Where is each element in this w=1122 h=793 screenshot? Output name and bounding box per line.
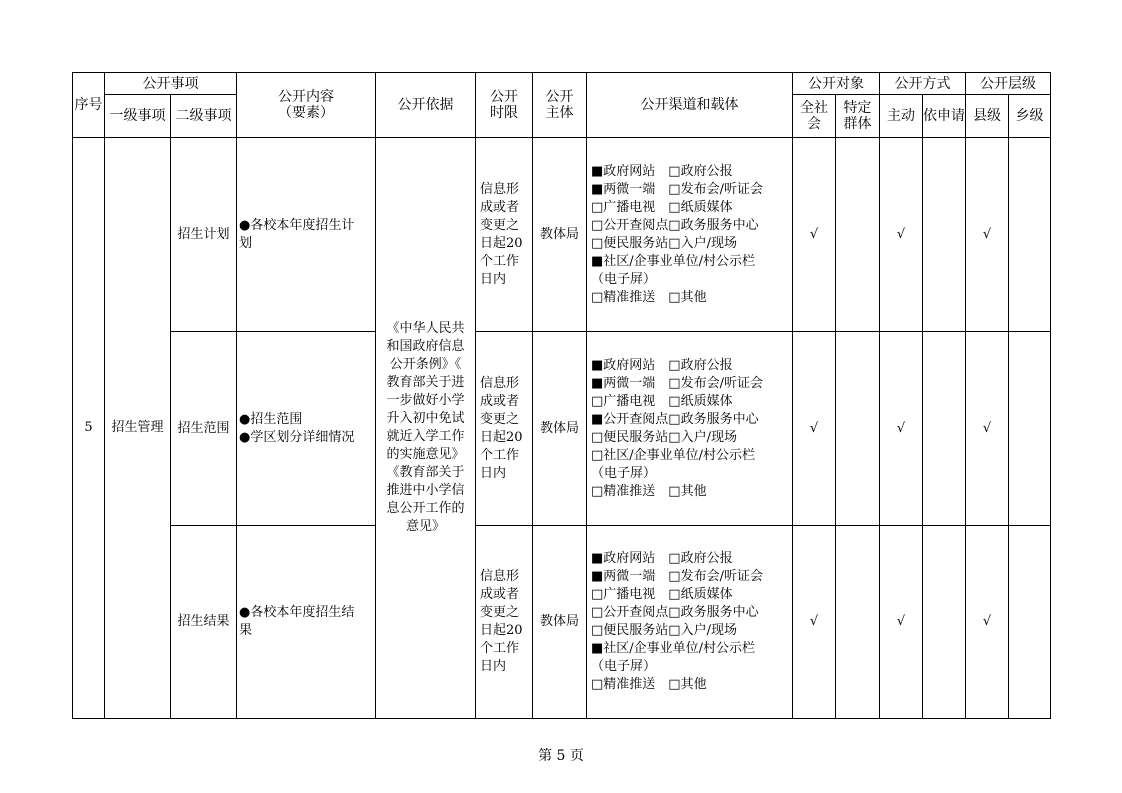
row-channels: [587, 138, 793, 332]
basis-line: 推进中小学信: [386, 483, 465, 498]
limit-line: 变更之: [480, 605, 520, 620]
table-row: [73, 526, 1051, 719]
limit-line: 日起20: [480, 235, 523, 251]
channel-line: □精准推送 □其他: [591, 677, 707, 692]
header-target: 公开对象: [793, 73, 880, 95]
row-target-all: √: [793, 138, 836, 332]
channel-line: （电子屏）: [591, 271, 657, 287]
basis-line: 息公开工作的: [386, 501, 465, 516]
channel-line: ■两微一端 □发布会/听证会: [591, 181, 763, 197]
header-content-sub: （要素）: [278, 105, 334, 121]
header-basis: 公开依据: [376, 73, 476, 138]
row-mode-apply: [923, 332, 966, 526]
channel-line: □广播电视 □纸质媒体: [591, 587, 733, 602]
header-tier: 公开层级: [966, 73, 1051, 95]
row-level2: 招生范围: [171, 332, 237, 526]
limit-line: 个工作: [480, 641, 520, 656]
channel-line: ■社区/企事业单位/村公示栏: [591, 253, 756, 269]
row-channels: [587, 526, 793, 719]
row-mode-apply: [923, 138, 966, 332]
disclosure-table: [72, 72, 1051, 719]
header-subject: [533, 73, 587, 138]
content-line: ●招生范围: [239, 411, 303, 427]
basis-line: 公开条例》《: [389, 357, 462, 372]
channel-line: □便民服务站□入户/现场: [591, 235, 737, 251]
channel-line: ■两微一端 □发布会/听证会: [591, 569, 763, 584]
row-content: [237, 138, 376, 332]
header-subject-a: 公开: [545, 89, 574, 105]
limit-line: 变更之: [480, 217, 520, 233]
row-limit: [476, 138, 533, 332]
row-subject: 教体局: [533, 138, 587, 332]
limit-line: 成或者: [480, 393, 520, 409]
channel-line: □便民服务站□入户/现场: [591, 429, 737, 445]
header-content-title: 公开内容: [278, 89, 334, 105]
header-seq: 序号: [73, 73, 105, 138]
channel-line: ■政府网站 □政府公报: [591, 551, 733, 566]
channel-line: □精准推送 □其他: [591, 289, 707, 305]
row-mode-apply: [923, 526, 966, 719]
row-mode-active: √: [880, 332, 923, 526]
header-mode-active: 主动: [880, 95, 923, 138]
header-mode: 公开方式: [880, 73, 966, 95]
content-line: ●各校本年度招生计: [239, 217, 355, 233]
channel-line: □公开查阅点□政务服务中心: [591, 605, 759, 620]
header-target-all-a: 全社: [800, 100, 828, 116]
row-limit: [476, 332, 533, 526]
channel-line: ■政府网站 □政府公报: [591, 357, 733, 373]
limit-line: 信息形: [480, 375, 520, 391]
header-limit-b: 时限: [490, 105, 518, 121]
basis-line: 一步做好小学: [386, 393, 465, 408]
header-tier-county: 县级: [966, 95, 1009, 138]
limit-line: 成或者: [480, 587, 520, 602]
channel-line: ■公开查阅点□政务服务中心: [591, 411, 759, 427]
limit-line: 成或者: [480, 199, 520, 215]
header-target-all-b: 会: [807, 116, 821, 132]
row-limit: [476, 526, 533, 719]
limit-line: 日起20: [480, 623, 523, 638]
row-tier-county: √: [966, 138, 1009, 332]
limit-line: 日内: [480, 271, 507, 287]
channel-line: （电子屏）: [591, 465, 657, 481]
header-channels: 公开渠道和载体: [587, 73, 793, 138]
group-seq: 5: [73, 138, 105, 719]
row-level2: 招生结果: [171, 526, 237, 719]
channel-line: □公开查阅点□政务服务中心: [591, 217, 759, 233]
limit-line: 日内: [480, 659, 507, 674]
channel-line: □广播电视 □纸质媒体: [591, 393, 733, 409]
header-target-group: [836, 95, 880, 138]
row-tier-town: [1009, 332, 1051, 526]
row-level2: 招生计划: [171, 138, 237, 332]
basis-line: 《教育部关于: [386, 465, 465, 480]
limit-line: 信息形: [480, 569, 520, 584]
limit-line: 日内: [480, 465, 507, 481]
channel-line: ■社区/企事业单位/村公示栏: [591, 641, 756, 656]
row-target-group: [836, 138, 880, 332]
row-channels: [587, 332, 793, 526]
basis-line: 《中华人民共: [386, 321, 465, 336]
basis-line: 意见》: [405, 519, 445, 534]
group-basis: [376, 138, 476, 719]
row-tier-town: [1009, 138, 1051, 332]
row-tier-town: [1009, 526, 1051, 719]
channel-line: □便民服务站□入户/现场: [591, 623, 737, 638]
header-target-group-b: 群体: [843, 116, 872, 132]
table-row: [73, 138, 1051, 332]
header-level1: 一级事项: [105, 95, 171, 138]
row-tier-county: √: [966, 332, 1009, 526]
limit-line: 个工作: [480, 447, 520, 463]
limit-line: 个工作: [480, 253, 520, 269]
channel-line: □精准推送 □其他: [591, 483, 707, 499]
header-limit-a: 公开: [490, 89, 518, 105]
header-target-group-a: 特定: [843, 100, 872, 116]
row-target-all: √: [793, 526, 836, 719]
channel-line: □广播电视 □纸质媒体: [591, 199, 733, 215]
channel-line: ■两微一端 □发布会/听证会: [591, 375, 763, 391]
basis-line: 的实施意见》: [386, 447, 465, 462]
content-line: 果: [239, 623, 253, 638]
header-level2: 二级事项: [171, 95, 237, 138]
basis-line: 教育部关于进: [386, 375, 465, 390]
channel-line: ■政府网站 □政府公报: [591, 163, 733, 179]
limit-line: 信息形: [480, 181, 520, 197]
basis-line: 就近入学工作: [386, 429, 465, 444]
content-line: ●各校本年度招生结: [239, 605, 355, 620]
header-tier-town: 乡级: [1009, 95, 1051, 138]
limit-line: 日起20: [480, 429, 523, 445]
header-target-all: [793, 95, 836, 138]
channel-line: □社区/企事业单位/村公示栏: [591, 447, 756, 463]
row-mode-active: √: [880, 526, 923, 719]
row-content: [237, 332, 376, 526]
content-line: 划: [239, 235, 253, 251]
header-items: 公开事项: [105, 73, 237, 95]
page-number: 第 5 页: [538, 748, 584, 764]
header-limit: [476, 73, 533, 138]
row-subject: 教体局: [533, 526, 587, 719]
row-target-group: [836, 332, 880, 526]
row-target-all: √: [793, 332, 836, 526]
row-subject: 教体局: [533, 332, 587, 526]
disclosure-table-sheet: [72, 72, 1051, 719]
limit-line: 变更之: [480, 411, 520, 427]
row-mode-active: √: [880, 138, 923, 332]
group-level1: 招生管理: [105, 138, 171, 719]
content-line: ●学区划分详细情况: [239, 429, 355, 445]
basis-line: 和国政府信息: [386, 339, 465, 354]
row-content: [237, 526, 376, 719]
header-subject-b: 主体: [545, 105, 574, 121]
row-tier-county: √: [966, 526, 1009, 719]
row-target-group: [836, 526, 880, 719]
channel-line: （电子屏）: [591, 659, 657, 674]
header-content: [237, 73, 376, 138]
header-mode-apply: 依申请: [923, 95, 966, 138]
basis-line: 升入初中免试: [386, 411, 465, 426]
table-row: [73, 332, 1051, 526]
